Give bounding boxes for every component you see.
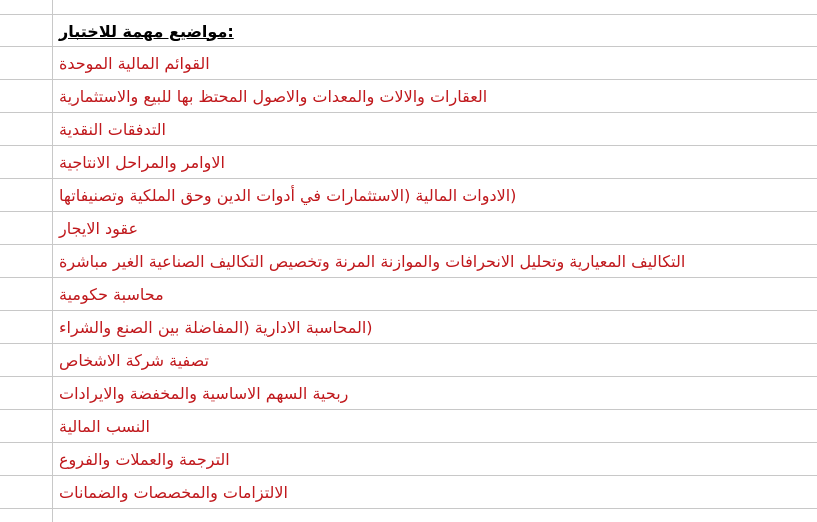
topic-text: الاوامر والمراحل الانتاجية [59, 152, 225, 172]
topic-text: الالتزامات والمخصصات والضمانات [59, 482, 288, 502]
table-row[interactable] [0, 311, 817, 344]
topic-cell[interactable] [53, 146, 817, 178]
topic-text: تصفية شركة الاشخاص [59, 350, 209, 370]
table-row[interactable] [0, 146, 817, 179]
topic-cell[interactable] [53, 179, 817, 211]
table-row[interactable] [0, 443, 817, 476]
table-row[interactable] [0, 80, 817, 113]
table-row[interactable] [0, 47, 817, 80]
topic-cell[interactable] [53, 410, 817, 442]
topic-text: العقارات والالات والمعدات والاصول المحتظ بها للبيع والاستثمارية [59, 86, 488, 106]
topic-text: محاسبة حكومية [59, 284, 164, 304]
topic-cell[interactable] [53, 245, 817, 277]
topic-cell[interactable] [53, 344, 817, 376]
table-row[interactable] [0, 377, 817, 410]
topic-text: ربحية السهم الاساسية والمخفضة والايرادات [59, 383, 349, 403]
table-row[interactable] [0, 245, 817, 278]
topic-cell[interactable] [53, 80, 817, 112]
topic-text: الترجمة والعملات والفروع [59, 449, 230, 469]
header-row[interactable] [0, 14, 817, 47]
topic-text: النسب المالية [59, 416, 150, 436]
topic-cell[interactable] [53, 278, 817, 310]
table-row[interactable] [0, 344, 817, 377]
topic-text: التدفقات النقدية [59, 119, 166, 139]
table-row[interactable] [0, 476, 817, 509]
topic-cell[interactable] [53, 311, 817, 343]
table-row[interactable] [0, 212, 817, 245]
topic-text: (الادوات المالية (الاستثمارات في أدوات الدين وحق الملكية وتصنيفاتها [59, 185, 517, 205]
topic-cell[interactable] [53, 212, 817, 244]
topics-list [0, 14, 817, 509]
table-row[interactable] [0, 410, 817, 443]
table-row[interactable] [0, 278, 817, 311]
topic-cell[interactable] [53, 113, 817, 145]
topics-heading: :مواضيع مهمة للاختبار [59, 21, 234, 41]
topic-cell[interactable] [53, 476, 817, 508]
topic-text: القوائم المالية الموحدة [59, 53, 210, 73]
topic-text: (المحاسبة الادارية (المفاضلة بين الصنع والشراء [59, 317, 373, 337]
table-row[interactable] [0, 113, 817, 146]
topic-cell[interactable] [53, 443, 817, 475]
topic-text: التكاليف المعيارية وتحليل الانحرافات والموازنة المرنة وتخصيص التكاليف الصناعية الغير مباشرة [59, 251, 686, 271]
topic-cell[interactable] [53, 47, 817, 79]
header-cell[interactable] [53, 15, 817, 47]
topic-cell[interactable] [53, 377, 817, 409]
table-row[interactable] [0, 179, 817, 212]
topic-text: عقود الايجار [59, 218, 139, 238]
